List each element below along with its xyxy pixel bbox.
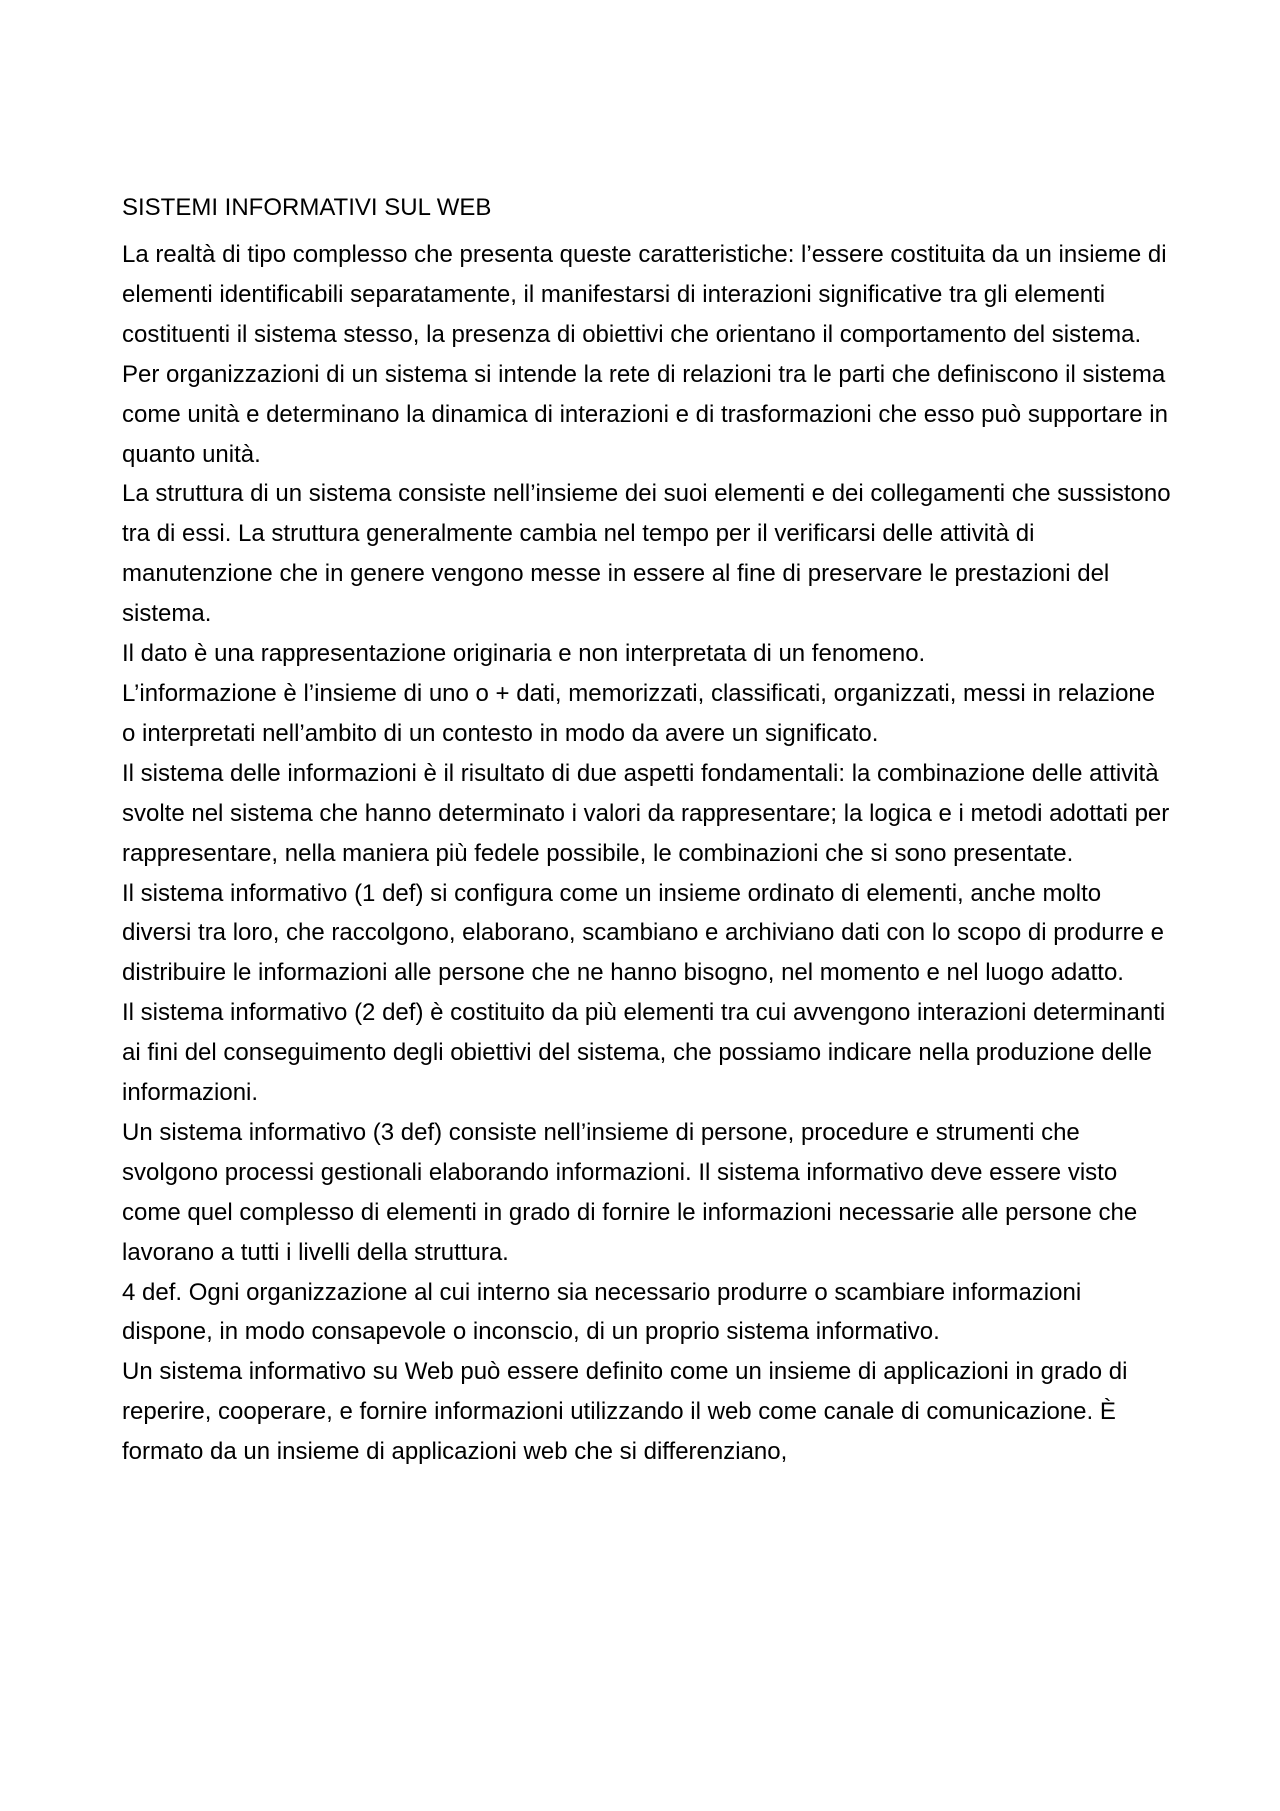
document-title: SISTEMI INFORMATIVI SUL WEB <box>122 194 492 221</box>
paragraph-sistema-definizione: La realtà di tipo complesso che presenta queste caratteristiche: l’essere costituita da un insieme di elementi identificabili separatamente, il manifestarsi di interazioni significative tra gli elementi costituenti il sistema stesso, la presenza di obiettivi che orientano il comportamento del sistema. <box>122 241 1167 348</box>
paragraph-sistema-informazioni: Il sistema delle informazioni è il risultato di due aspetti fondamentali: la combinazione delle attività svolte nel sistema che hanno determinato i valori da rappresentare; la logica e i metodi adottati per rappresentare, nella maniera più fedele possibile, le combinazioni che si sono presentate. <box>122 759 1170 867</box>
paragraph-sistema-informativo-def4: 4 def. Ogni organizzazione al cui interno sia necessario produrre o scambiare informazioni dispone, in modo consapevole o inconscio, di un proprio sistema informativo. <box>122 1278 1082 1346</box>
paragraph-sistema-informativo-def3: Un sistema informativo (3 def) consiste nell’insieme di persone, procedure e strumenti che svolgono processi gestionali elaborando informazioni. Il sistema informativo deve essere visto come quel complesso di elementi in grado di fornire le informazioni necessarie alle persone che lavorano a tutti i livelli della struttura. <box>122 1118 1138 1266</box>
paragraph-sistema-informativo-def1: Il sistema informativo (1 def) si configura come un insieme ordinato di elementi, anche molto diversi tra loro, che raccolgono, elaborano, scambiano e archiviano dati con lo scopo di produrre e distribuire le informazioni alle persone che ne hanno bisogno, nel momento e nel luogo adatto. <box>122 879 1164 987</box>
paragraph-struttura: La struttura di un sistema consiste nell’insieme dei suoi elementi e dei collegamenti che sussistono tra di essi. La struttura generalmente cambia nel tempo per il verificarsi delle attività di manutenzione che in genere vengono messe in essere al fine di preservare le prestazioni del sistema. <box>122 480 1171 628</box>
document-body <box>122 188 1172 1472</box>
paragraph-informazione: L’informazione è l’insieme di uno o + dati, memorizzati, classificati, organizzati, messi in relazione o interpretati nell’ambito di un contesto in modo da avere un significato. <box>122 679 1156 747</box>
paragraph-sistema-informativo-web: Un sistema informativo su Web può essere definito come un insieme di applicazioni in grado di reperire, cooperare, e fornire informazioni utilizzando il web come canale di comunicazione. È formato da un insieme di applicazioni web che si differenziano, <box>122 1358 1128 1466</box>
paragraph-organizzazione: Per organizzazioni di un sistema si intende la rete di relazioni tra le parti che definiscono il sistema come unità e determinano la dinamica di interazioni e di trasformazioni che esso può supportare in quanto unità. <box>122 360 1168 468</box>
paragraph-sistema-informativo-def2: Il sistema informativo (2 def) è costituito da più elementi tra cui avvengono interazioni determinanti ai fini del conseguimento degli obiettivi del sistema, che possiamo indicare nella produzione delle informazioni. <box>122 999 1166 1107</box>
paragraph-dato: Il dato è una rappresentazione originaria e non interpretata di un fenomeno. <box>122 640 926 668</box>
